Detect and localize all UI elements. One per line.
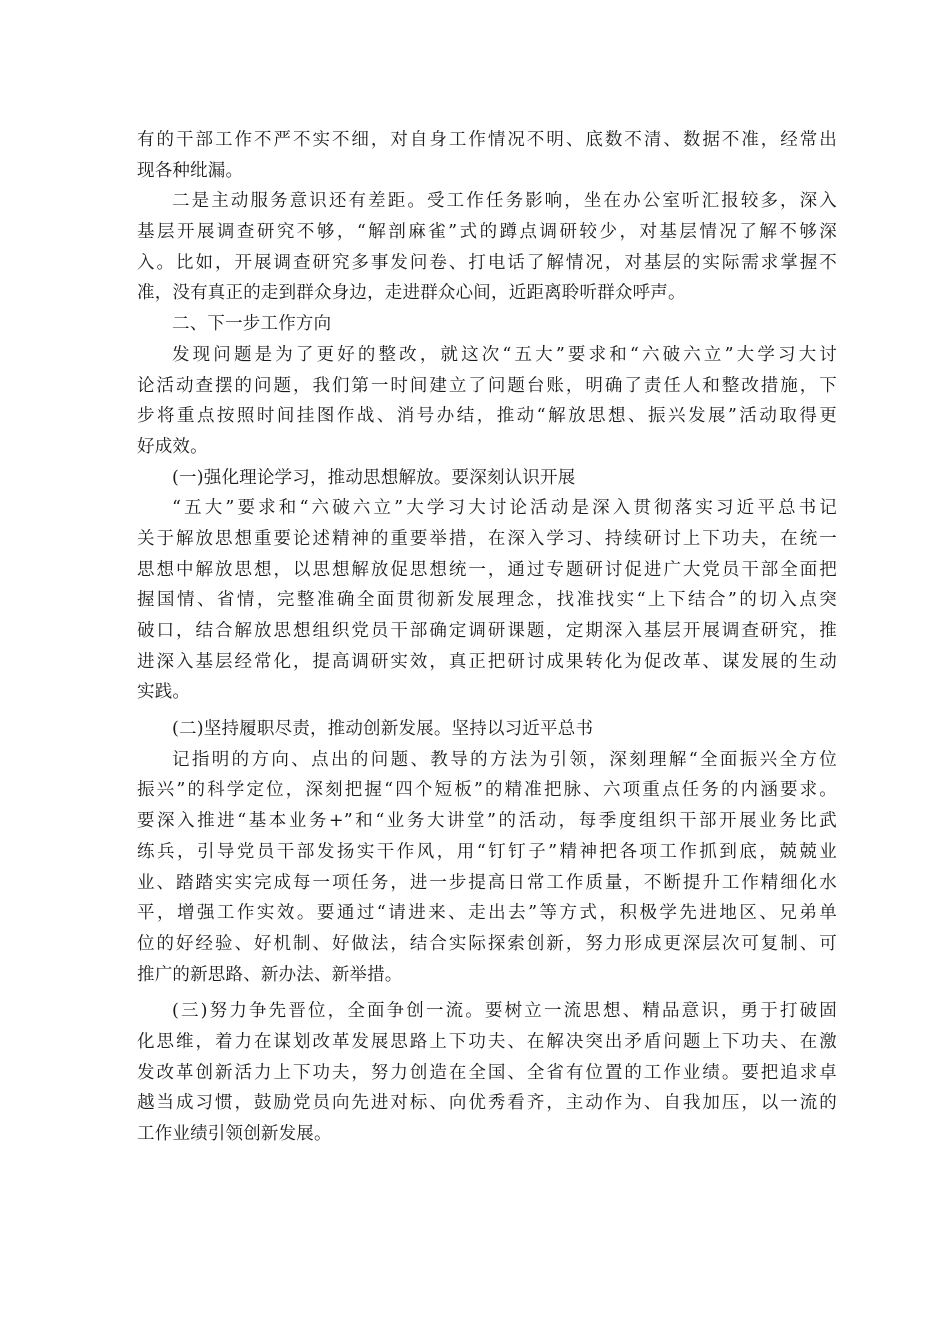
text-line: 越当成习惯，鼓励党员向先进对标、向优秀看齐，主动作为、自我加压，以一流的 xyxy=(137,1093,837,1114)
paragraph-start-line: 发现问题是为了更好的整改，就这次“五大”要求和“六破六立”大学习大讨 xyxy=(172,344,837,365)
text-line: 工作业绩引领创新发展。 xyxy=(137,1124,332,1144)
subsection-heading: (三)努力争先晋位，全面争创一流。要树立一流思想、精品意识，勇于打破固 xyxy=(172,1001,837,1022)
text-line: 破口，结合解放思想组织党员干部确定调研课题，定期深入基层开展调查研究，推 xyxy=(137,621,837,641)
text-line: 进深入基层经常化，提高调研实效，真正把研讨成果转化为促改革、谋发展的生动 xyxy=(137,651,837,672)
text-line: 实践。 xyxy=(137,682,191,703)
text-line: 有的干部工作不严不实不细，对自身工作情况不明、底数不清、数据不准，经常出 xyxy=(137,130,837,150)
text-line: 平，增强工作实效。要通过“请进来、走出去”等方式，积极学先进地区、兄弟单 xyxy=(137,903,837,924)
text-line: 练兵，引导党员干部发扬实干作风，用“钉钉子”精神把各项工作抓到底，兢兢业 xyxy=(137,841,837,862)
text-line: 发改革创新活力上下功夫，努力创造在全国、全省有位置的工作业绩。要把追求卓 xyxy=(137,1062,837,1083)
text-line: 论活动查摆的问题，我们第一时间建立了问题台账，明确了责任人和整改措施，下 xyxy=(137,375,837,396)
paragraph-start-line: 记指明的方向、点出的问题、教导的方法为引领，深刻理解“全面振兴全方位 xyxy=(172,749,837,770)
subsection-heading: (一)强化理论学习，推动思想解放。要深刻认识开展 xyxy=(172,467,576,488)
text-line: 位的好经验、好机制、好做法，结合实际探索创新，努力形成更深层次可复制、可 xyxy=(137,933,837,954)
text-line: 推广的新思路、新办法、新举措。 xyxy=(137,964,403,985)
document-body xyxy=(137,125,837,1150)
text-line: 业、踏踏实实完成每一项任务，进一步提高日常工作质量，不断提升工作精细化水 xyxy=(137,872,837,893)
section-heading: 二、下一步工作方向 xyxy=(172,314,332,335)
subsection-heading: (二)坚持履职尽责，推动创新发展。坚持以习近平总书 xyxy=(172,719,594,740)
text-line: 好成效。 xyxy=(137,436,208,457)
text-line: 基层开展调查研究不够，“解剖麻雀”式的蹲点调研较少，对基层情况了解不够深 xyxy=(137,222,837,243)
paragraph-start-line: “五大”要求和“六破六立”大学习大讨论活动是深入贯彻落实习近平总书记 xyxy=(172,498,837,519)
text-line: 化思维，着力在谋划改革发展思路上下功夫、在解决突出矛盾问题上下功夫、在激 xyxy=(137,1031,837,1052)
text-line: 关于解放思想重要论述精神的重要举措，在深入学习、持续研讨上下功夫，在统一 xyxy=(137,528,837,549)
text-line: 思想中解放思想，以思想解放促思想统一，通过专题研讨促进广大党员干部全面把 xyxy=(137,559,837,580)
text-line: 步将重点按照时间挂图作战、消号办结，推动“解放思想、振兴发展”活动取得更 xyxy=(137,406,837,427)
text-line: 现各种纰漏。 xyxy=(137,160,244,181)
text-line: 入。比如，开展调查研究多事发问卷、打电话了解情况，对基层的实际需求掌握不 xyxy=(137,252,837,273)
text-line: 振兴”的科学定位，深刻把握“四个短板”的精准把脉、六项重点任务的内涵要求。 xyxy=(137,780,837,801)
text-line: 准，没有真正的走到群众身边，走进群众心间，近距离聆听群众呼声。 xyxy=(137,283,686,304)
text-line: 要深入推进“基本业务+”和“业务大讲堂”的活动，每季度组织干部开展业务比武 xyxy=(137,811,837,832)
paragraph-start-line: 二是主动服务意识还有差距。受工作任务影响，坐在办公室听汇报较多，深入 xyxy=(172,191,837,212)
text-line: 握国情、省情，完整准确全面贯彻新发展理念，找准找实“上下结合”的切入点突 xyxy=(137,590,837,611)
